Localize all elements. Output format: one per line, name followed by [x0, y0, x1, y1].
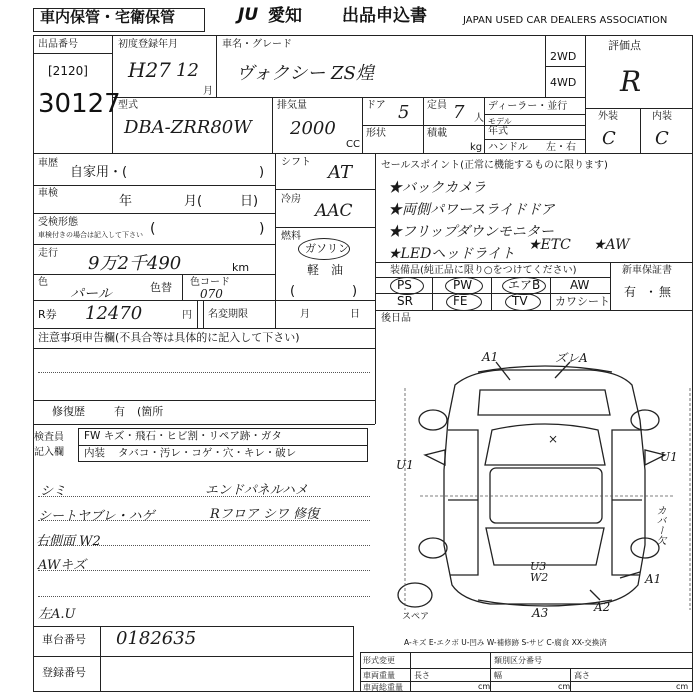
mark-a1-top: A1: [482, 350, 499, 364]
model-year-sub: 年式: [488, 126, 508, 137]
warranty-yes: 有: [624, 285, 637, 299]
lot-subcode: [2120]: [48, 64, 88, 78]
notes-label: 注意事項申告欄(不具合等は具体的に記入して下さい): [38, 331, 300, 344]
warranty-dot: ・: [645, 285, 658, 299]
displacement-unit: CC: [346, 139, 360, 150]
storage-box: [33, 8, 205, 32]
length-label: 長さ: [414, 671, 430, 680]
inspector-row-2-label: 内装: [84, 447, 105, 459]
equip-aw: AW: [570, 278, 590, 292]
doors-label: ドア: [366, 100, 386, 111]
handle-label: ハンドル: [488, 142, 528, 153]
registration-no-label: 登録番号: [42, 666, 86, 679]
storage-label: 車内保管・宅衛保管: [40, 8, 176, 26]
registration-month: 12: [176, 60, 199, 81]
registration-month-unit: 月: [203, 86, 213, 97]
fuel-label: 燃料: [281, 231, 301, 242]
model-code-value: DBA-ZRR80W: [124, 117, 252, 138]
acceptance-open: (: [150, 221, 156, 237]
width-label: 幅: [494, 671, 502, 680]
equip-pw: PW: [453, 278, 473, 292]
mark-a3: A3: [532, 606, 549, 620]
grade-label: 評価点: [608, 39, 641, 52]
acceptance-note: 車検付きの場合は記入して下さい: [38, 231, 143, 239]
chassis-label: 車台番号: [42, 633, 86, 646]
capacity-unit: 人: [474, 113, 484, 124]
drive-4wd: 4WD: [550, 76, 577, 89]
inspector-label-1: 検査員: [34, 432, 64, 443]
shift-label: シフト: [281, 157, 311, 168]
lot-number: 30127: [38, 89, 121, 119]
doors-value: 5: [398, 102, 410, 123]
mark-w2: W2: [530, 571, 549, 584]
cm-3: cm: [676, 682, 689, 691]
interior-label: 内装: [652, 111, 672, 122]
interior-value: C: [655, 128, 669, 149]
handle-value: 左・右: [546, 142, 576, 153]
mark-cover: カバー欠: [654, 505, 665, 545]
mark-x: ×: [548, 432, 559, 446]
spare-label: スペア: [402, 612, 430, 622]
color-label: 色: [38, 277, 48, 288]
warranty-label: 新車保証書: [622, 265, 672, 276]
inspector-label-2: 記入欄: [34, 447, 64, 458]
repair-value: 有: [114, 405, 125, 418]
height-label: 高さ: [574, 671, 590, 680]
category-change: 類別区分番号: [494, 656, 542, 665]
association-name: JAPAN USED CAR DEALERS ASSOCIATION: [463, 15, 668, 26]
history-value: 自家用・(: [70, 165, 128, 180]
inspector-note-1: シミ: [40, 484, 67, 499]
repair-label: 修復歴: [52, 405, 85, 418]
ac-label: 冷房: [281, 194, 301, 205]
name-change-month: 月: [300, 309, 310, 320]
inspector-note-6: Rフロア シワ 修復: [210, 507, 320, 522]
circle-ps: [390, 277, 424, 295]
fuel-open: (: [290, 284, 296, 299]
circle-fe: [446, 293, 482, 311]
mark-a1-right: A1: [645, 572, 662, 586]
equip-tv: TV: [512, 294, 528, 308]
capacity-value: 7: [453, 102, 465, 123]
cm-1: cm: [478, 682, 491, 691]
weight-label: 車両重量: [363, 671, 395, 680]
selling-point-6: ★AW: [593, 237, 630, 253]
history-label: 車歴: [38, 158, 58, 169]
inspection-year: 年: [119, 194, 133, 209]
inspector-note-4: AWキズ: [38, 558, 86, 573]
model-year-label: モデル: [488, 117, 512, 126]
name-change-label: 名変期限: [208, 309, 248, 320]
fuel-gas: ガソリン: [305, 242, 349, 255]
model-code-label: 型式: [118, 100, 138, 111]
dealer-label: ディーラー・並行: [488, 101, 568, 112]
model-name-label: 車名・グレード: [222, 39, 292, 50]
mark-zure-a: ズレA: [555, 351, 588, 365]
fuel-close: ): [352, 284, 358, 299]
selling-point-5: ★ETC: [528, 237, 571, 253]
mark-u3: U3: [530, 560, 547, 573]
shift-value: AT: [328, 162, 353, 183]
ac-value: AAC: [315, 201, 353, 221]
fuel-gas-circle: [298, 238, 350, 260]
load-label: 積載: [427, 128, 447, 139]
acceptance-close: ): [259, 221, 265, 237]
exterior-value: C: [602, 128, 616, 149]
circle-tv: [505, 293, 541, 311]
equip-leather: カワシート: [555, 295, 610, 308]
color-change-label: 色替: [150, 281, 172, 294]
recycle-value: 12470: [85, 303, 143, 324]
mileage-label: 走行: [38, 248, 58, 259]
equip-fe: FE: [453, 294, 468, 308]
cm-2: cm: [558, 682, 571, 691]
equipment-label: 装備品(純正品に限り○をつけてください): [390, 265, 577, 276]
mark-u1-left: U1: [396, 458, 414, 472]
registration-label: 初度登録年月: [118, 39, 178, 50]
model-name-value: ヴォクシー ZS煌: [236, 63, 374, 84]
displacement-label: 排気量: [277, 100, 307, 111]
inspector-note-7: 左A.U: [38, 607, 76, 622]
selling-point-3: ★フリップダウンモニター: [388, 224, 554, 240]
selling-point-1: ★バックカメラ: [388, 180, 486, 196]
exterior-label: 外装: [598, 111, 618, 122]
org-name: 愛知: [268, 6, 302, 26]
inspection-month: 月(: [184, 194, 203, 209]
mark-a2: A2: [594, 600, 611, 614]
damage-legend: A-キズ E-エクボ U-凹み W-補修跡 S-サビ C-腐食 XX-交換済: [404, 638, 607, 647]
equip-airbag: エアB: [508, 278, 541, 292]
fuel-diesel: 軽 油: [307, 263, 344, 277]
inspection-day: 日): [240, 194, 259, 209]
selling-point-2: ★両側パワースライドドア: [388, 202, 555, 218]
inspector-note-2: シートヤブレ・ハゲ: [38, 509, 155, 524]
inspector-row-1: FW キズ・飛石・ヒビ割・リペア跡・ガタ: [84, 430, 282, 442]
chassis-value: 0182635: [116, 628, 197, 649]
shape-label: 形状: [366, 128, 386, 139]
ju-logo: [238, 5, 266, 30]
recycle-label: R券: [38, 308, 57, 321]
recycle-unit: 円: [182, 310, 192, 321]
displacement-value: 2000: [290, 118, 336, 139]
load-unit: kg: [470, 142, 483, 153]
name-change-day: 日: [350, 309, 360, 320]
history-close: ): [259, 165, 265, 180]
color-code-label: 色コード: [190, 277, 230, 288]
page-title: 出品申込書: [342, 6, 427, 26]
mileage-unit: km: [232, 261, 250, 274]
inspector-note-5: エンドパネルハメ: [205, 483, 308, 498]
equip-sr: SR: [397, 294, 413, 308]
grade-value: R: [620, 65, 642, 98]
acceptance-label: 受検形態: [38, 217, 78, 228]
registration-year: H27: [128, 58, 171, 82]
inspection-label: 車検: [38, 188, 58, 199]
shape-change: 形式変更: [363, 656, 395, 665]
inspector-note-3: 右側面 W2: [36, 534, 101, 549]
color-value: パール: [70, 286, 112, 302]
warranty-no: 無: [659, 285, 672, 299]
selling-point-4: ★LEDヘッドライト: [388, 246, 515, 262]
mark-u1-right: U1: [660, 450, 678, 464]
mileage-value: 9万2千490: [88, 253, 182, 274]
inspector-row-2: タバコ・汚レ・コゲ・穴・キレ・破レ: [118, 447, 297, 459]
rear-seat-label: 後日品: [381, 313, 411, 324]
selling-points-label: セールスポイント(正常に機能するものに限ります): [381, 160, 608, 171]
repair-place: (箇所: [137, 405, 164, 418]
ju-logo-text: JU: [238, 5, 259, 25]
drive-2wd: 2WD: [550, 50, 577, 63]
equip-ps: PS: [397, 278, 412, 292]
color-code-value: 070: [200, 287, 223, 301]
total-weight-label: 車両総重量: [363, 683, 403, 692]
lot-label: 出品番号: [38, 39, 78, 50]
capacity-label: 定員: [427, 100, 447, 111]
